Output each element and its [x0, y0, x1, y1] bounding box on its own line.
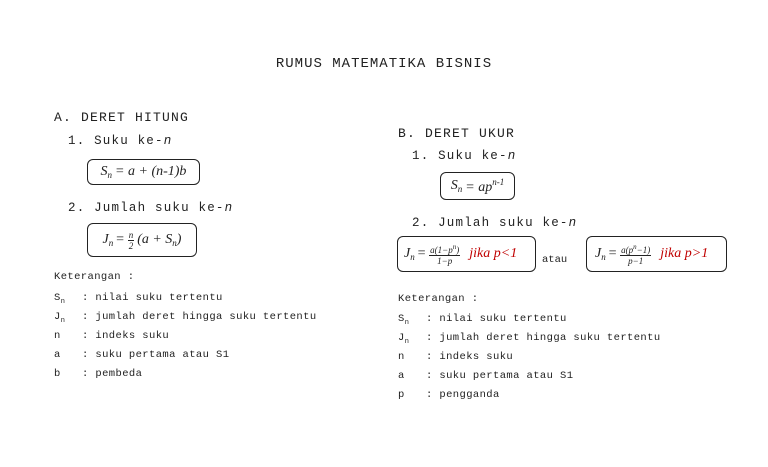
formula-lhs: $J_n$	[595, 246, 606, 262]
formula-rhs: = a + (n-1)b	[115, 164, 187, 179]
legend-row	[54, 368, 142, 382]
section-heading-deret-ukur: B. DERET UKUR	[398, 126, 516, 141]
legend-row	[54, 292, 223, 306]
keterangan-label-right: Keterangan :	[398, 293, 479, 305]
formula-fraction: $\frac{a(1-p^n)}{1-p}$	[430, 243, 460, 266]
condition-text: jika p<1	[469, 246, 518, 261]
legend-description: : nilai suku tertentu	[426, 313, 567, 325]
legend-description: : jumlah deret hingga suku tertentu	[82, 311, 317, 323]
formula-box-jn-ukur-p-gt-1	[586, 236, 727, 272]
formula-lhs: $J_n$	[102, 232, 114, 248]
item-var: n	[224, 201, 234, 215]
formula-eq: =	[115, 232, 125, 247]
legend-symbol: n	[398, 351, 405, 363]
legend-symbol: $S_n$	[54, 292, 66, 307]
formula-lhs: $J_n$	[404, 246, 415, 262]
legend-description: : nilai suku tertentu	[82, 292, 223, 304]
legend-row	[398, 389, 500, 403]
item-label-text: 2. Jumlah suku ke-	[68, 201, 225, 215]
formula-box-jn-hitung	[87, 223, 197, 257]
item-suku-ke-n-label	[68, 134, 172, 148]
item-label-text: 1. Suku ke-	[412, 149, 508, 163]
legend-description: : suku pertama atau S1	[82, 349, 230, 361]
legend-symbol: p	[398, 389, 405, 401]
legend-description: : indeks suku	[82, 330, 170, 342]
formula-fraction: $\frac{n}{2}$	[128, 229, 134, 251]
legend-description: : suku pertama atau S1	[426, 370, 574, 382]
formula-box-sn-ukur	[440, 172, 515, 200]
formula-fraction: $\frac{a(p^n-1)}{p-1}$	[621, 243, 651, 266]
formula-lhs: $S_n$	[450, 178, 463, 194]
legend-symbol: n	[54, 330, 61, 342]
legend-symbol: $J_n$	[54, 311, 66, 326]
formula-eq: =	[607, 246, 618, 261]
section-heading-deret-hitung: A. DERET HITUNG	[54, 110, 190, 125]
legend-row	[54, 349, 229, 363]
atau-label: atau	[542, 254, 568, 266]
formula-lhs: $S_n$	[100, 164, 113, 180]
item-suku-ke-n-label-ukur	[412, 149, 516, 163]
formula-eq: =	[416, 246, 427, 261]
condition-text: jika p>1	[660, 246, 709, 261]
formula-box-jn-ukur-p-lt-1	[397, 236, 536, 272]
legend-row	[54, 330, 169, 344]
legend-row	[398, 313, 567, 327]
legend-symbol: a	[54, 349, 61, 361]
item-jumlah-suku-label-ukur	[412, 216, 577, 230]
page-title: RUMUS MATEMATIKA BISNIS	[275, 56, 493, 72]
legend-row	[54, 311, 317, 325]
item-label-text: 2. Jumlah suku ke-	[412, 216, 569, 230]
item-label-text: 1. Suku ke-	[68, 134, 164, 148]
legend-symbol: $S_n$	[398, 313, 410, 328]
item-var: n	[507, 149, 517, 163]
formula-box-sn-hitung	[87, 159, 200, 185]
legend-description: : pengganda	[426, 389, 500, 401]
legend-description: : jumlah deret hingga suku tertentu	[426, 332, 661, 344]
formula-rhs: $(a + S_n)$	[137, 232, 182, 248]
item-var: n	[163, 134, 173, 148]
legend-description: : indeks suku	[426, 351, 514, 363]
keterangan-label-left: Keterangan :	[54, 271, 135, 283]
legend-row	[398, 370, 573, 384]
legend-symbol: $J_n$	[398, 332, 410, 347]
legend-symbol: a	[398, 370, 405, 382]
legend-row	[398, 351, 513, 365]
formula-rhs: = $ap^{n-1}$	[465, 176, 505, 195]
legend-symbol: b	[54, 368, 61, 380]
item-jumlah-suku-label	[68, 201, 233, 215]
legend-row	[398, 332, 661, 346]
legend-description: : pembeda	[82, 368, 143, 380]
item-var: n	[568, 216, 578, 230]
